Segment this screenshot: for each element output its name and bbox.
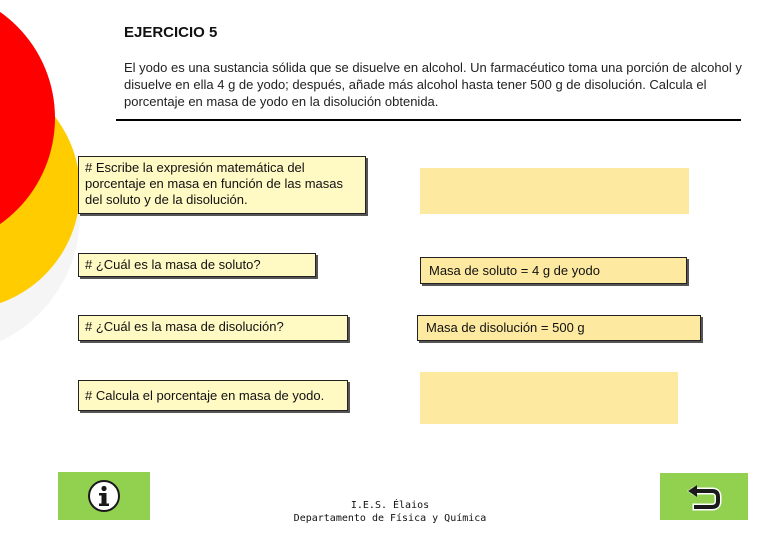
exercise-statement: El yodo es una sustancia sólida que se disuelve en alcohol. Un farmacéutico toma una porción de alcohol y disuelve en ella 4 g de yodo; después, añade más alcohol hasta tener 500 g de disolución. Calcula el porcentaje en masa de yodo en la disolución obtenida.: [124, 60, 742, 109]
footer-department: Departamento de Física y Química: [293, 513, 487, 524]
question-percentage[interactable]: # Calcula el porcentaje en masa de yodo.: [78, 380, 348, 411]
exercise-title: EJERCICIO 5: [124, 24, 218, 41]
answer-solution-mass[interactable]: Masa de disolución = 500 g: [417, 315, 701, 341]
question-formula[interactable]: # Escribe la expresión matemática del porcentaje en masa en función de las masas del soluto y de la disolución.: [78, 156, 366, 214]
answer-formula-box[interactable]: [420, 168, 689, 214]
return-arrow-icon: [684, 480, 724, 514]
question-solution-mass[interactable]: # ¿Cuál es la masa de disolución?: [78, 315, 348, 341]
question-solute-mass[interactable]: # ¿Cuál es la masa de soluto?: [78, 253, 316, 277]
answer-solute-mass[interactable]: Masa de soluto = 4 g de yodo: [420, 257, 687, 284]
footer: [290, 499, 490, 525]
answer-percentage-box[interactable]: [420, 372, 678, 424]
footer-school: I.E.S. Élaios: [350, 500, 430, 511]
info-button[interactable]: [58, 472, 150, 520]
divider-line: [116, 119, 741, 121]
info-icon: [87, 479, 121, 513]
return-button[interactable]: [660, 473, 748, 520]
